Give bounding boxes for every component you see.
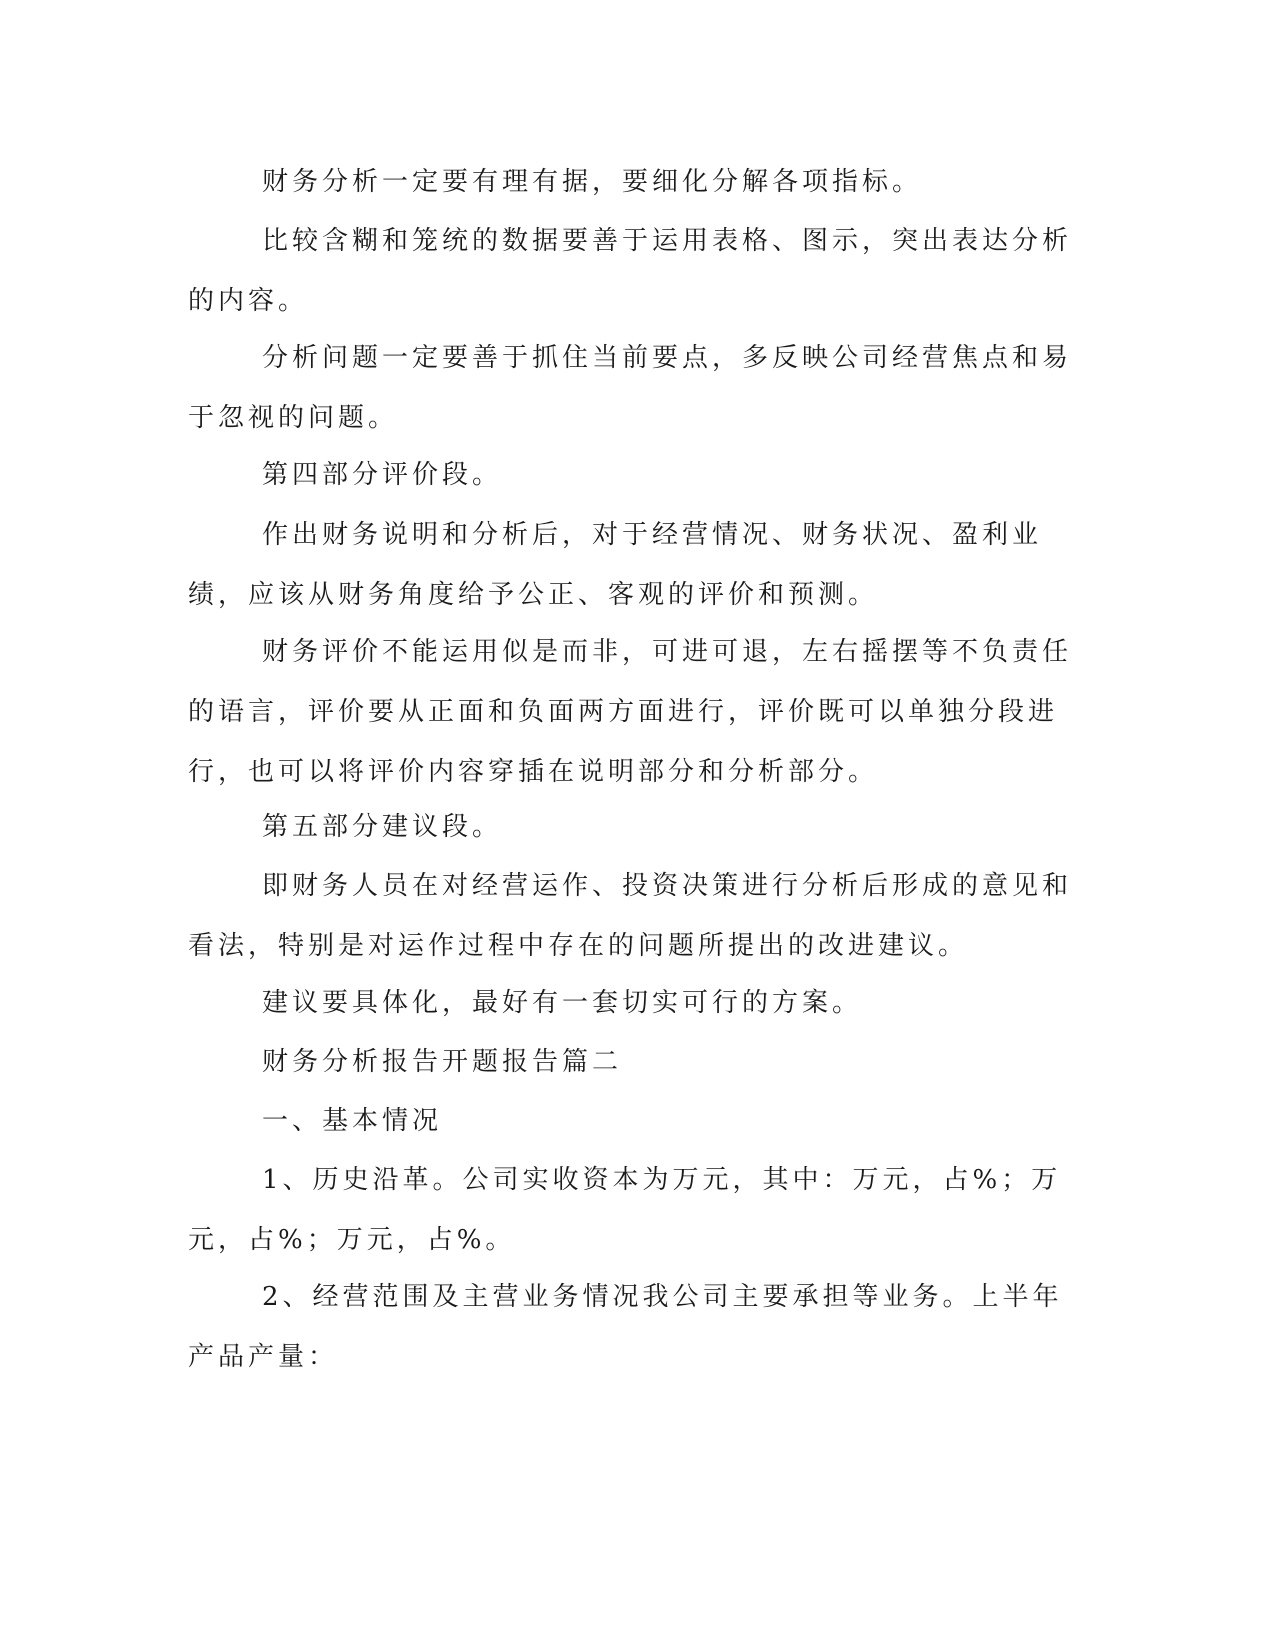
report-title: 财务分析报告开题报告篇二 [262,1047,623,1077]
section-heading-part-5: 第五部分建议段。 [262,812,503,842]
paragraph-3: 分析问题一定要善于抓住当前要点，多反映公司经营焦点和易于忽视的问题。 [188,343,1073,433]
paragraph-7: 建议要具体化，最好有一套切实可行的方案。 [262,988,863,1018]
section-heading-basic-info: 一、基本情况 [262,1106,443,1136]
paragraph-2: 比较含糊和笼统的数据要善于运用表格、图示，突出表达分析的内容。 [188,226,1073,316]
paragraph-1: 财务分析一定要有理有据，要细化分解各项指标。 [262,167,923,197]
paragraph-6: 即财务人员在对经营运作、投资决策进行分析后形成的意见和看法，特别是对运作过程中存在的问题所提出的改进建议。 [188,871,1073,961]
paragraph-4: 作出财务说明和分析后，对于经营情况、财务状况、盈利业绩，应该从财务角度给予公正、客观的评价和预测。 [188,520,1043,610]
paragraph-business-scope: 2、经营范围及主营业务情况我公司主要承担等业务。上半年产品产量： [188,1282,1063,1372]
paragraph-history: 1、历史沿革。公司实收资本为万元，其中：万元，占%；万元，占%；万元，占%。 [188,1165,1062,1255]
paragraph-5: 财务评价不能运用似是而非，可进可退，左右摇摆等不负责任的语言，评价要从正面和负面两方面进行，评价既可以单独分段进行，也可以将评价内容穿插在说明部分和分析部分。 [188,637,1073,787]
section-heading-part-4: 第四部分评价段。 [262,460,503,490]
